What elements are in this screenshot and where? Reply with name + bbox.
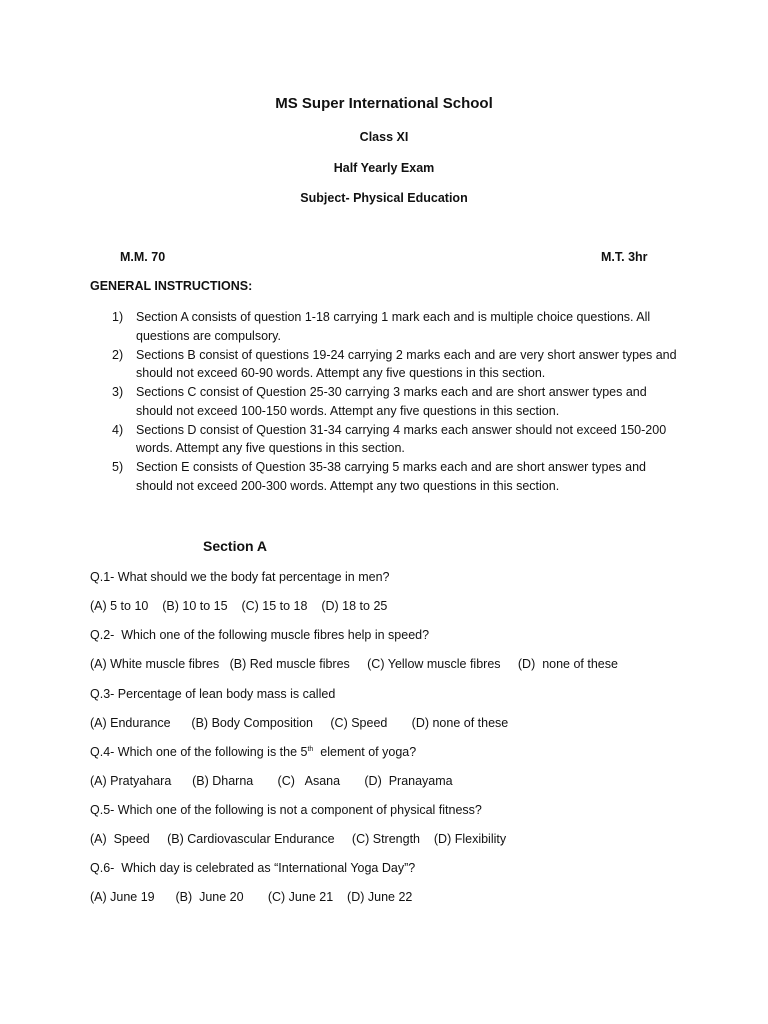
instruction-item bbox=[112, 383, 682, 420]
class-label: Class XI bbox=[359, 130, 409, 144]
max-time: M.T. 3hr bbox=[601, 250, 648, 264]
instruction-number: 2) bbox=[112, 347, 124, 362]
question-4 bbox=[90, 745, 416, 759]
question-5: Q.5- Which one of the following is not a component of physical fitness? bbox=[90, 803, 482, 817]
instruction-item bbox=[112, 308, 682, 345]
instruction-text: Sections B consist of questions 19-24 carrying 2 marks each and are very short answer types and should not exceed 60-90 words. Attempt any five questions in this section. bbox=[136, 347, 677, 381]
instruction-number: 4) bbox=[112, 422, 124, 437]
instruction-number: 1) bbox=[112, 310, 124, 324]
instruction-text: Section A consists of question 1-18 carrying 1 mark each and is multiple choice questions. All questions are compulsory. bbox=[136, 310, 651, 343]
school-name: MS Super International School bbox=[275, 95, 493, 112]
question-4-text: Q.4- Which one of the following is the 5 bbox=[90, 745, 308, 759]
question-2: Q.2- Which one of the following muscle fibres help in speed? bbox=[90, 628, 430, 642]
question-3: Q.3- Percentage of lean body mass is called bbox=[90, 687, 336, 701]
instruction-number: 3) bbox=[112, 385, 124, 400]
question-1-options: (A) 5 to 10 (B) 10 to 15 (C) 15 to 18 (D) 18 to 25 bbox=[90, 599, 388, 613]
instruction-text: Section E consists of Question 35-38 carrying 5 marks each and are short answer types and should not exceed 200-300 words. Attempt any two questions in this section. bbox=[136, 460, 646, 493]
question-6-options: (A) June 19 (B) June 20 (C) June 21 (D) June 22 bbox=[90, 890, 413, 904]
question-3-options: (A) Endurance (B) Body Composition (C) Speed (D) none of these bbox=[90, 716, 509, 730]
question-5-options: (A) Speed (B) Cardiovascular Endurance (C) Strength (D) Flexibility bbox=[90, 832, 507, 846]
question-6: Q.6- Which day is celebrated as “International Yoga Day”? bbox=[90, 861, 416, 875]
max-marks: M.M. 70 bbox=[120, 250, 166, 264]
question-4-text-end: element of yoga? bbox=[313, 745, 417, 759]
instructions-list bbox=[112, 308, 682, 496]
question-4-options: (A) Pratyahara (B) Dharna (C) Asana (D) Pranayama bbox=[90, 774, 453, 788]
exam-title: Half Yearly Exam bbox=[333, 161, 435, 175]
question-1: Q.1- What should we the body fat percentage in men? bbox=[90, 570, 390, 584]
instruction-number: 5) bbox=[112, 460, 124, 475]
ordinal-suffix: th bbox=[307, 745, 314, 753]
instruction-item bbox=[112, 346, 682, 383]
section-a-heading: Section A bbox=[203, 538, 268, 554]
instructions-heading: GENERAL INSTRUCTIONS: bbox=[90, 279, 253, 293]
instruction-item bbox=[112, 421, 682, 458]
instruction-text: Sections D consist of Question 31-34 carrying 4 marks each answer should not exceed 150-200 words. Attempt any five questions in this section. bbox=[136, 422, 667, 456]
instruction-item bbox=[112, 458, 682, 495]
instruction-text: Sections C consist of Question 25-30 carrying 3 marks each and are short answer types and should not exceed 100-150 words. Attempt any five questions in this section. bbox=[136, 385, 647, 418]
subject-label: Subject- Physical Education bbox=[300, 191, 468, 205]
question-2-options: (A) White muscle fibres (B) Red muscle fibres (C) Yellow muscle fibres (D) none of these bbox=[90, 657, 618, 671]
